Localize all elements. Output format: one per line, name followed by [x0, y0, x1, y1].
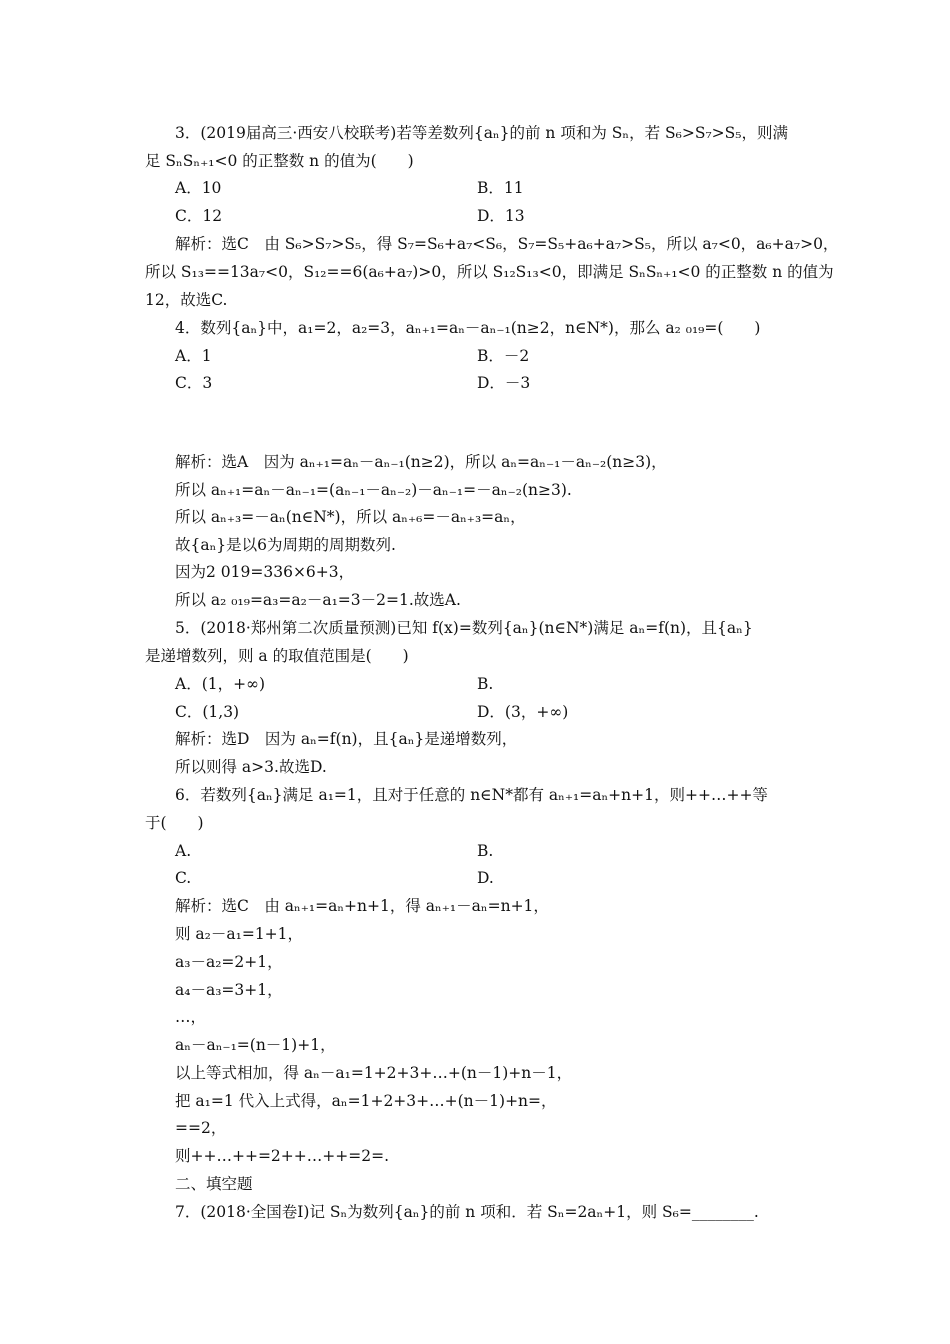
q3-solution-line1: 解析：选C 由 S₆>S₇>S₅，得 S₇=S₆+a₇<S₆，S₇=S₅+a₆+a₇>S₅，所以 a₇<0，a₆+a₇>0， — [175, 235, 839, 253]
q6-solution-line4: a₄－a₃=3+1， — [175, 981, 283, 999]
q6-stem-line1: 6．若数列{aₙ}满足 a₁=1，且对于任意的 n∈N*都有 aₙ₊₁=aₙ+n+1，则++…++等 — [175, 786, 768, 804]
q5-solution-line1: 解析：选D 因为 aₙ=f(n)，且{aₙ}是递增数列， — [175, 730, 518, 748]
q4-solution-line3: 所以 aₙ₊₃=－aₙ(n∈N*)，所以 aₙ₊₆=－aₙ₊₃=aₙ， — [175, 508, 526, 526]
q6-solution-line5: …， — [175, 1008, 207, 1026]
q6-stem-line2: 于( ) — [145, 814, 204, 832]
q6-solution-line8: 把 a₁=1 代入上式得，aₙ=1+2+3+…+(n－1)+n=， — [175, 1092, 557, 1110]
q5-stem-line2: 是递增数列，则 a 的取值范围是( ) — [145, 647, 409, 665]
q6-solution-line3: a₃－a₂=2+1， — [175, 953, 283, 971]
q6-solution-line9: ==2， — [175, 1119, 227, 1137]
q4-option-a: A．1 — [175, 347, 212, 365]
q4-solution-line4: 故{aₙ}是以6为周期的周期数列. — [175, 536, 396, 554]
q4-solution-line1: 解析：选A 因为 aₙ₊₁=aₙ－aₙ₋₁(n≥2)，所以 aₙ=aₙ₋₁－aₙ₋₂(n≥3)， — [175, 453, 667, 471]
q6-option-b: B. — [477, 842, 494, 860]
q4-solution-line6: 所以 a₂ ₀₁₉=a₃=a₂－a₁=3－2=1.故选A. — [175, 591, 461, 609]
q6-solution-line2: 则 a₂－a₁=1+1， — [175, 925, 304, 943]
q5-stem-line1: 5．(2018·郑州第二次质量预测)已知 f(x)=数列{aₙ}(n∈N*)满足 aₙ=f(n)，且{aₙ} — [175, 619, 753, 637]
q7-stem: 7．(2018·全国卷Ⅰ)记 Sₙ为数列{aₙ}的前 n 项和．若 Sₙ=2aₙ+1，则 S₆=________. — [175, 1203, 759, 1221]
q6-option-a: A. — [175, 842, 192, 860]
q6-option-c: C. — [175, 869, 192, 887]
q3-stem-line1: 3．(2019届高三·西安八校联考)若等差数列{aₙ}的前 n 项和为 Sₙ，若 S₆>S₇>S₅，则满 — [175, 124, 788, 142]
q3-stem-line2: 足 SₙSₙ₊₁<0 的正整数 n 的值为( ) — [145, 152, 414, 170]
q5-option-d: D．(3，+∞) — [477, 703, 569, 721]
q6-solution-line1: 解析：选C 由 aₙ₊₁=aₙ+n+1，得 aₙ₊₁－aₙ=n+1， — [175, 897, 549, 915]
q3-solution-line3: 12，故选C. — [145, 291, 228, 309]
q6-solution-line6: aₙ－aₙ₋₁=(n－1)+1， — [175, 1036, 336, 1054]
q3-solution-line2: 所以 S₁₃==13a₇<0，S₁₂==6(a₆+a₇)>0，所以 S₁₂S₁₃<0，即满足 SₙSₙ₊₁<0 的正整数 n 的值为 — [145, 263, 834, 281]
q4-solution-line2: 所以 aₙ₊₁=aₙ－aₙ₋₁=(aₙ₋₁－aₙ₋₂)－aₙ₋₁=－aₙ₋₂(n≥3). — [175, 481, 572, 499]
q4-stem: 4．数列{aₙ}中，a₁=2，a₂=3，aₙ₊₁=aₙ－aₙ₋₁(n≥2，n∈N*)，那么 a₂ ₀₁₉=( ) — [175, 319, 761, 337]
q4-option-d: D．－3 — [477, 374, 531, 392]
section-heading-fill-in: 二、填空题 — [175, 1175, 253, 1193]
q5-solution-line2: 所以则得 a>3.故选D. — [175, 758, 327, 776]
q6-solution-line7: 以上等式相加，得 aₙ－a₁=1+2+3+…+(n－1)+n－1， — [175, 1064, 573, 1082]
q6-solution-line10: 则++…++=2++…++=2=. — [175, 1147, 390, 1165]
q3-option-d: D．13 — [477, 207, 525, 225]
q4-option-c: C．3 — [175, 374, 213, 392]
q3-option-c: C．12 — [175, 207, 223, 225]
q3-option-b: B．11 — [477, 179, 524, 197]
q6-option-d: D. — [477, 869, 494, 887]
q4-option-b: B．－2 — [477, 347, 530, 365]
q5-option-a: A．(1，+∞) — [175, 675, 266, 693]
q5-option-c: C．(1,3) — [175, 703, 240, 721]
q4-solution-line5: 因为2 019=336×6+3， — [175, 563, 355, 581]
q5-option-b: B. — [477, 675, 494, 693]
q3-option-a: A．10 — [175, 179, 222, 197]
